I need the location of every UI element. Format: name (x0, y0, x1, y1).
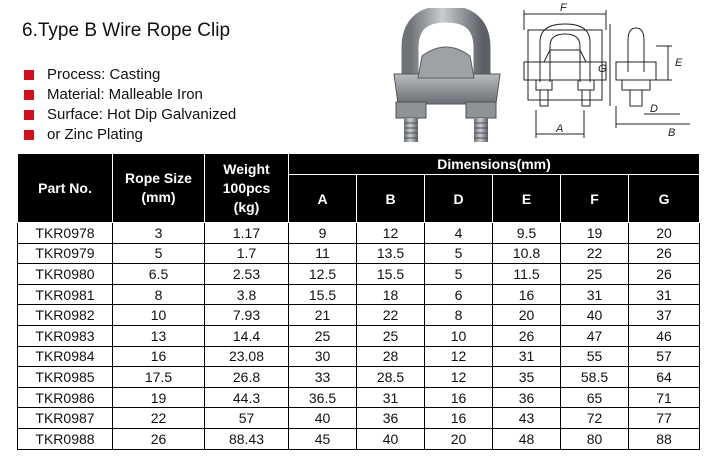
square-bullet-icon (24, 110, 34, 120)
cell-part-no: TKR0983 (18, 325, 113, 346)
cell-part-no: TKR0981 (18, 284, 113, 305)
cell-dim-a: 36.5 (289, 387, 357, 408)
feature-item: Material: Malleable Iron (24, 85, 236, 105)
cell-dim-e: 11.5 (493, 264, 561, 285)
cell-dim-e: 35 (493, 367, 561, 388)
cell-dim-e: 20 (493, 305, 561, 326)
square-bullet-icon (24, 130, 34, 140)
cell-dim-d: 12 (425, 367, 493, 388)
cell-part-no: TKR0980 (18, 264, 113, 285)
cell-dim-f: 72 (561, 408, 629, 429)
cell-part-no: TKR0979 (18, 243, 113, 264)
cell-dim-b: 28 (357, 346, 425, 367)
cell-dim-d: 16 (425, 387, 493, 408)
cell-dim-d: 10 (425, 325, 493, 346)
cell-part-no: TKR0984 (18, 346, 113, 367)
header-dim-f: F (561, 175, 629, 223)
header-dim-a: A (289, 175, 357, 223)
cell-dim-d: 8 (425, 305, 493, 326)
table-row (18, 264, 700, 285)
spec-table-body (18, 223, 700, 450)
cell-dim-e: 16 (493, 284, 561, 305)
cell-rope-size: 22 (113, 408, 205, 429)
cell-weight: 7.93 (205, 305, 289, 326)
cell-dim-d: 16 (425, 408, 493, 429)
cell-dim-g: 64 (629, 367, 700, 388)
cell-dim-g: 26 (629, 243, 700, 264)
cell-dim-a: 45 (289, 428, 357, 449)
cell-part-no: TKR0987 (18, 408, 113, 429)
cell-dim-b: 15.5 (357, 264, 425, 285)
cell-dim-f: 47 (561, 325, 629, 346)
cell-dim-f: 25 (561, 264, 629, 285)
cell-dim-f: 58.5 (561, 367, 629, 388)
cell-dim-e: 43 (493, 408, 561, 429)
cell-dim-e: 31 (493, 346, 561, 367)
cell-weight: 23.08 (205, 346, 289, 367)
cell-dim-g: 88 (629, 428, 700, 449)
cell-dim-e: 48 (493, 428, 561, 449)
cell-dim-a: 33 (289, 367, 357, 388)
table-row (18, 387, 700, 408)
square-bullet-icon (24, 90, 34, 100)
cell-dim-b: 22 (357, 305, 425, 326)
dim-label-a: A (556, 123, 564, 135)
dim-label-f: F (560, 2, 567, 14)
cell-dim-e: 36 (493, 387, 561, 408)
square-bullet-icon (24, 70, 34, 80)
cell-dim-b: 40 (357, 428, 425, 449)
cell-dim-d: 12 (425, 346, 493, 367)
cell-dim-d: 4 (425, 223, 493, 244)
cell-rope-size: 26 (113, 428, 205, 449)
dimension-drawing (510, 2, 710, 148)
header-part-no: Part No. (18, 154, 113, 223)
cell-dim-a: 12.5 (289, 264, 357, 285)
cell-weight: 44.3 (205, 387, 289, 408)
cell-dim-g: 37 (629, 305, 700, 326)
cell-dim-g: 20 (629, 223, 700, 244)
dim-label-b: B (668, 127, 676, 139)
cell-rope-size: 3 (113, 223, 205, 244)
cell-weight: 1.17 (205, 223, 289, 244)
header-dimensions: Dimensions(mm) (289, 154, 700, 175)
cell-dim-b: 25 (357, 325, 425, 346)
cell-dim-b: 28.5 (357, 367, 425, 388)
dim-label-e: E (675, 57, 683, 69)
header-dim-e: E (493, 175, 561, 223)
cell-dim-a: 21 (289, 305, 357, 326)
cell-dim-f: 19 (561, 223, 629, 244)
cell-part-no: TKR0982 (18, 305, 113, 326)
feature-item: or Zinc Plating (24, 125, 236, 145)
cell-dim-g: 31 (629, 284, 700, 305)
cell-dim-d: 5 (425, 243, 493, 264)
cell-dim-f: 40 (561, 305, 629, 326)
cell-rope-size: 10 (113, 305, 205, 326)
cell-dim-b: 36 (357, 408, 425, 429)
dim-label-g: G (598, 63, 607, 75)
cell-part-no: TKR0985 (18, 367, 113, 388)
cell-weight: 88.43 (205, 428, 289, 449)
cell-dim-e: 10.8 (493, 243, 561, 264)
table-row (18, 346, 700, 367)
cell-dim-b: 13.5 (357, 243, 425, 264)
cell-dim-g: 77 (629, 408, 700, 429)
feature-item: Surface: Hot Dip Galvanized (24, 105, 236, 125)
cell-dim-g: 57 (629, 346, 700, 367)
cell-dim-g: 46 (629, 325, 700, 346)
table-row (18, 223, 700, 244)
cell-dim-d: 6 (425, 284, 493, 305)
cell-dim-d: 5 (425, 264, 493, 285)
cell-rope-size: 5 (113, 243, 205, 264)
cell-rope-size: 13 (113, 325, 205, 346)
cell-weight: 14.4 (205, 325, 289, 346)
cell-weight: 26.8 (205, 367, 289, 388)
cell-dim-e: 9.5 (493, 223, 561, 244)
spec-table (17, 153, 700, 450)
dim-label-d: D (650, 103, 658, 115)
cell-dim-f: 22 (561, 243, 629, 264)
cell-weight: 3.8 (205, 284, 289, 305)
cell-rope-size: 17.5 (113, 367, 205, 388)
header-dim-d: D (425, 175, 493, 223)
cell-dim-f: 80 (561, 428, 629, 449)
cell-part-no: TKR0988 (18, 428, 113, 449)
cell-dim-a: 9 (289, 223, 357, 244)
table-row (18, 305, 700, 326)
page-title: 6.Type B Wire Rope Clip (22, 20, 231, 41)
table-row (18, 284, 700, 305)
wire-rope-clip-photo (388, 8, 506, 146)
cell-dim-g: 71 (629, 387, 700, 408)
cell-part-no: TKR0986 (18, 387, 113, 408)
header-weight: Weight 100pcs (kg) (205, 154, 289, 223)
cell-dim-f: 31 (561, 284, 629, 305)
cell-dim-e: 26 (493, 325, 561, 346)
cell-dim-b: 18 (357, 284, 425, 305)
cell-dim-b: 12 (357, 223, 425, 244)
table-row (18, 367, 700, 388)
cell-dim-f: 65 (561, 387, 629, 408)
cell-dim-a: 25 (289, 325, 357, 346)
table-row (18, 408, 700, 429)
cell-dim-a: 15.5 (289, 284, 357, 305)
cell-rope-size: 16 (113, 346, 205, 367)
cell-rope-size: 6.5 (113, 264, 205, 285)
header-dim-g: G (629, 175, 700, 223)
feature-list (24, 65, 236, 145)
feature-item: Process: Casting (24, 65, 236, 85)
cell-dim-b: 31 (357, 387, 425, 408)
cell-part-no: TKR0978 (18, 223, 113, 244)
cell-rope-size: 8 (113, 284, 205, 305)
cell-dim-a: 30 (289, 346, 357, 367)
cell-weight: 2.53 (205, 264, 289, 285)
header-dim-b: B (357, 175, 425, 223)
cell-weight: 1.7 (205, 243, 289, 264)
cell-dim-d: 20 (425, 428, 493, 449)
cell-weight: 57 (205, 408, 289, 429)
cell-rope-size: 19 (113, 387, 205, 408)
header-rope-size: Rope Size (mm) (113, 154, 205, 223)
cell-dim-a: 11 (289, 243, 357, 264)
cell-dim-g: 26 (629, 264, 700, 285)
table-row (18, 243, 700, 264)
table-row (18, 428, 700, 449)
cell-dim-f: 55 (561, 346, 629, 367)
cell-dim-a: 40 (289, 408, 357, 429)
table-row (18, 325, 700, 346)
